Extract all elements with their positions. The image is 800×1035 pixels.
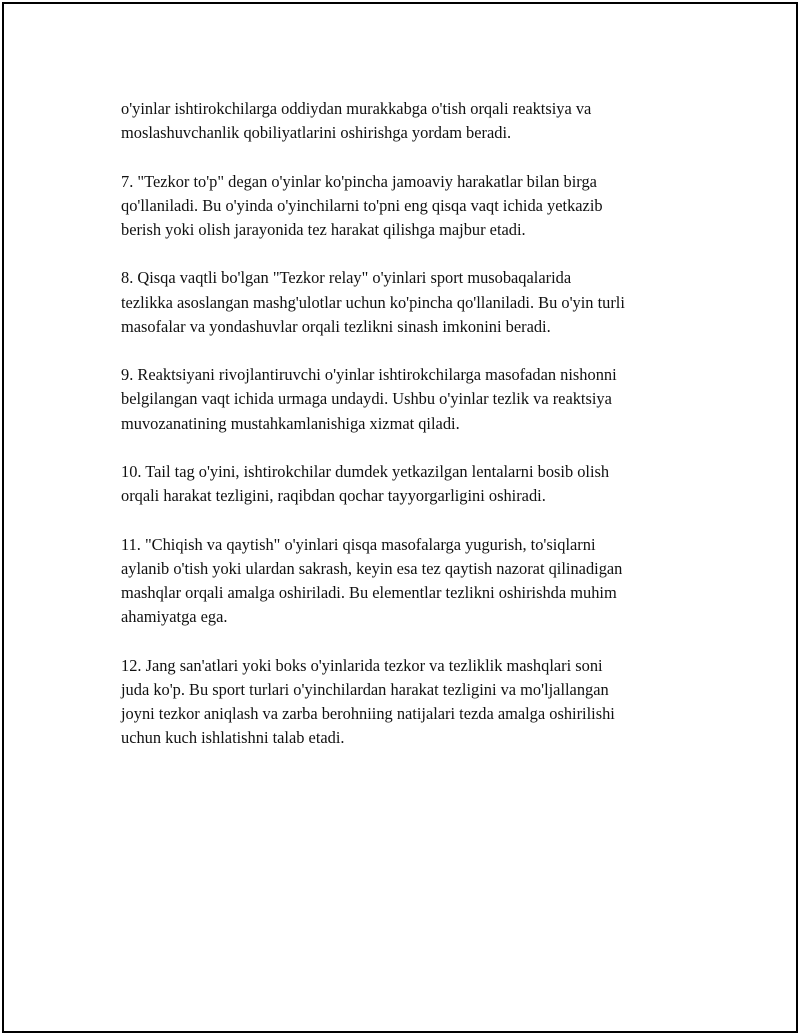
text-line: tezlikka asoslangan mashg'ulotlar uchun ko'pincha qo'llaniladi. Bu o'yin turli (121, 292, 625, 312)
text-line: uchun kuch ishlatishni talab etadi. (121, 728, 345, 748)
text-line: juda ko'p. Bu sport turlari o'yinchilardan harakat tezligini va mo'ljallangan (121, 679, 609, 699)
text-line: muvozanatining mustahkamlanishiga xizmat qiladi. (121, 413, 460, 433)
text-line: moslashuvchanlik qobiliyatlarini oshirishga yordam beradi. (121, 123, 512, 143)
text-line: 12. Jang san'atlari yoki boks o'yinlarida tezkor va tezliklik mashqlari soni (121, 655, 603, 675)
text-line: orqali harakat tezligini, raqibdan qochar tayyorgarligini oshiradi. (121, 486, 546, 506)
text-line: joyni tezkor aniqlash va zarba berohniing natijalari tezda amalga oshirilishi (121, 703, 615, 723)
text-line: ahamiyatga ega. (121, 607, 228, 627)
text-line: 8. Qisqa vaqtli bo'lgan "Tezkor relay" o'yinlari sport musobaqalarida (121, 268, 572, 288)
text-line: 10. Tail tag o'yini, ishtirokchilar dumdek yetkazilgan lentalarni bosib olish (121, 461, 610, 481)
text-line: masofalar va yondashuvlar orqali tezlikni sinash imkonini beradi. (121, 316, 551, 336)
text-line: berish yoki olish jarayonida tez harakat qilishga majbur etadi. (121, 220, 526, 239)
paragraph-item-9 (121, 363, 711, 436)
text-line: 7. "Tezkor to'p" degan o'yinlar ko'pincha jamoaviy harakatlar bilan birga (121, 171, 597, 191)
paragraph-item-12 (121, 654, 711, 751)
text-line: 11. "Chiqish va qaytish" o'yinlari qisqa masofalarga yugurish, to'siqlarni (121, 534, 596, 554)
document-body (121, 97, 711, 775)
paragraph-item-11 (121, 533, 711, 630)
text-line: qo'llaniladi. Bu o'yinda o'yinchilarni to'pni eng qisqa vaqt ichida yetkazib (121, 195, 603, 215)
paragraph-item-7 (121, 170, 711, 243)
text-line: belgilangan vaqt ichida urmaga undaydi. Ushbu o'yinlar tezlik va reaktsiya (121, 389, 612, 409)
paragraph-item-8 (121, 266, 711, 339)
text-line: aylanib o'tish yoki ulardan sakrash, keyin esa tez qaytish nazorat qilinadigan (121, 558, 623, 578)
paragraph-item-10 (121, 460, 711, 508)
text-line: mashqlar orqali amalga oshiriladi. Bu elementlar tezlikni oshirishda muhim (121, 582, 617, 602)
paragraph-continuation (121, 97, 711, 145)
text-line: 9. Reaktsiyani rivojlantiruvchi o'yinlar ishtirokchilarga masofadan nishonni (121, 365, 617, 385)
text-line: o'yinlar ishtirokchilarga oddiydan murakkabga o'tish orqali reaktsiya va (121, 99, 592, 118)
page-frame (2, 2, 798, 1033)
